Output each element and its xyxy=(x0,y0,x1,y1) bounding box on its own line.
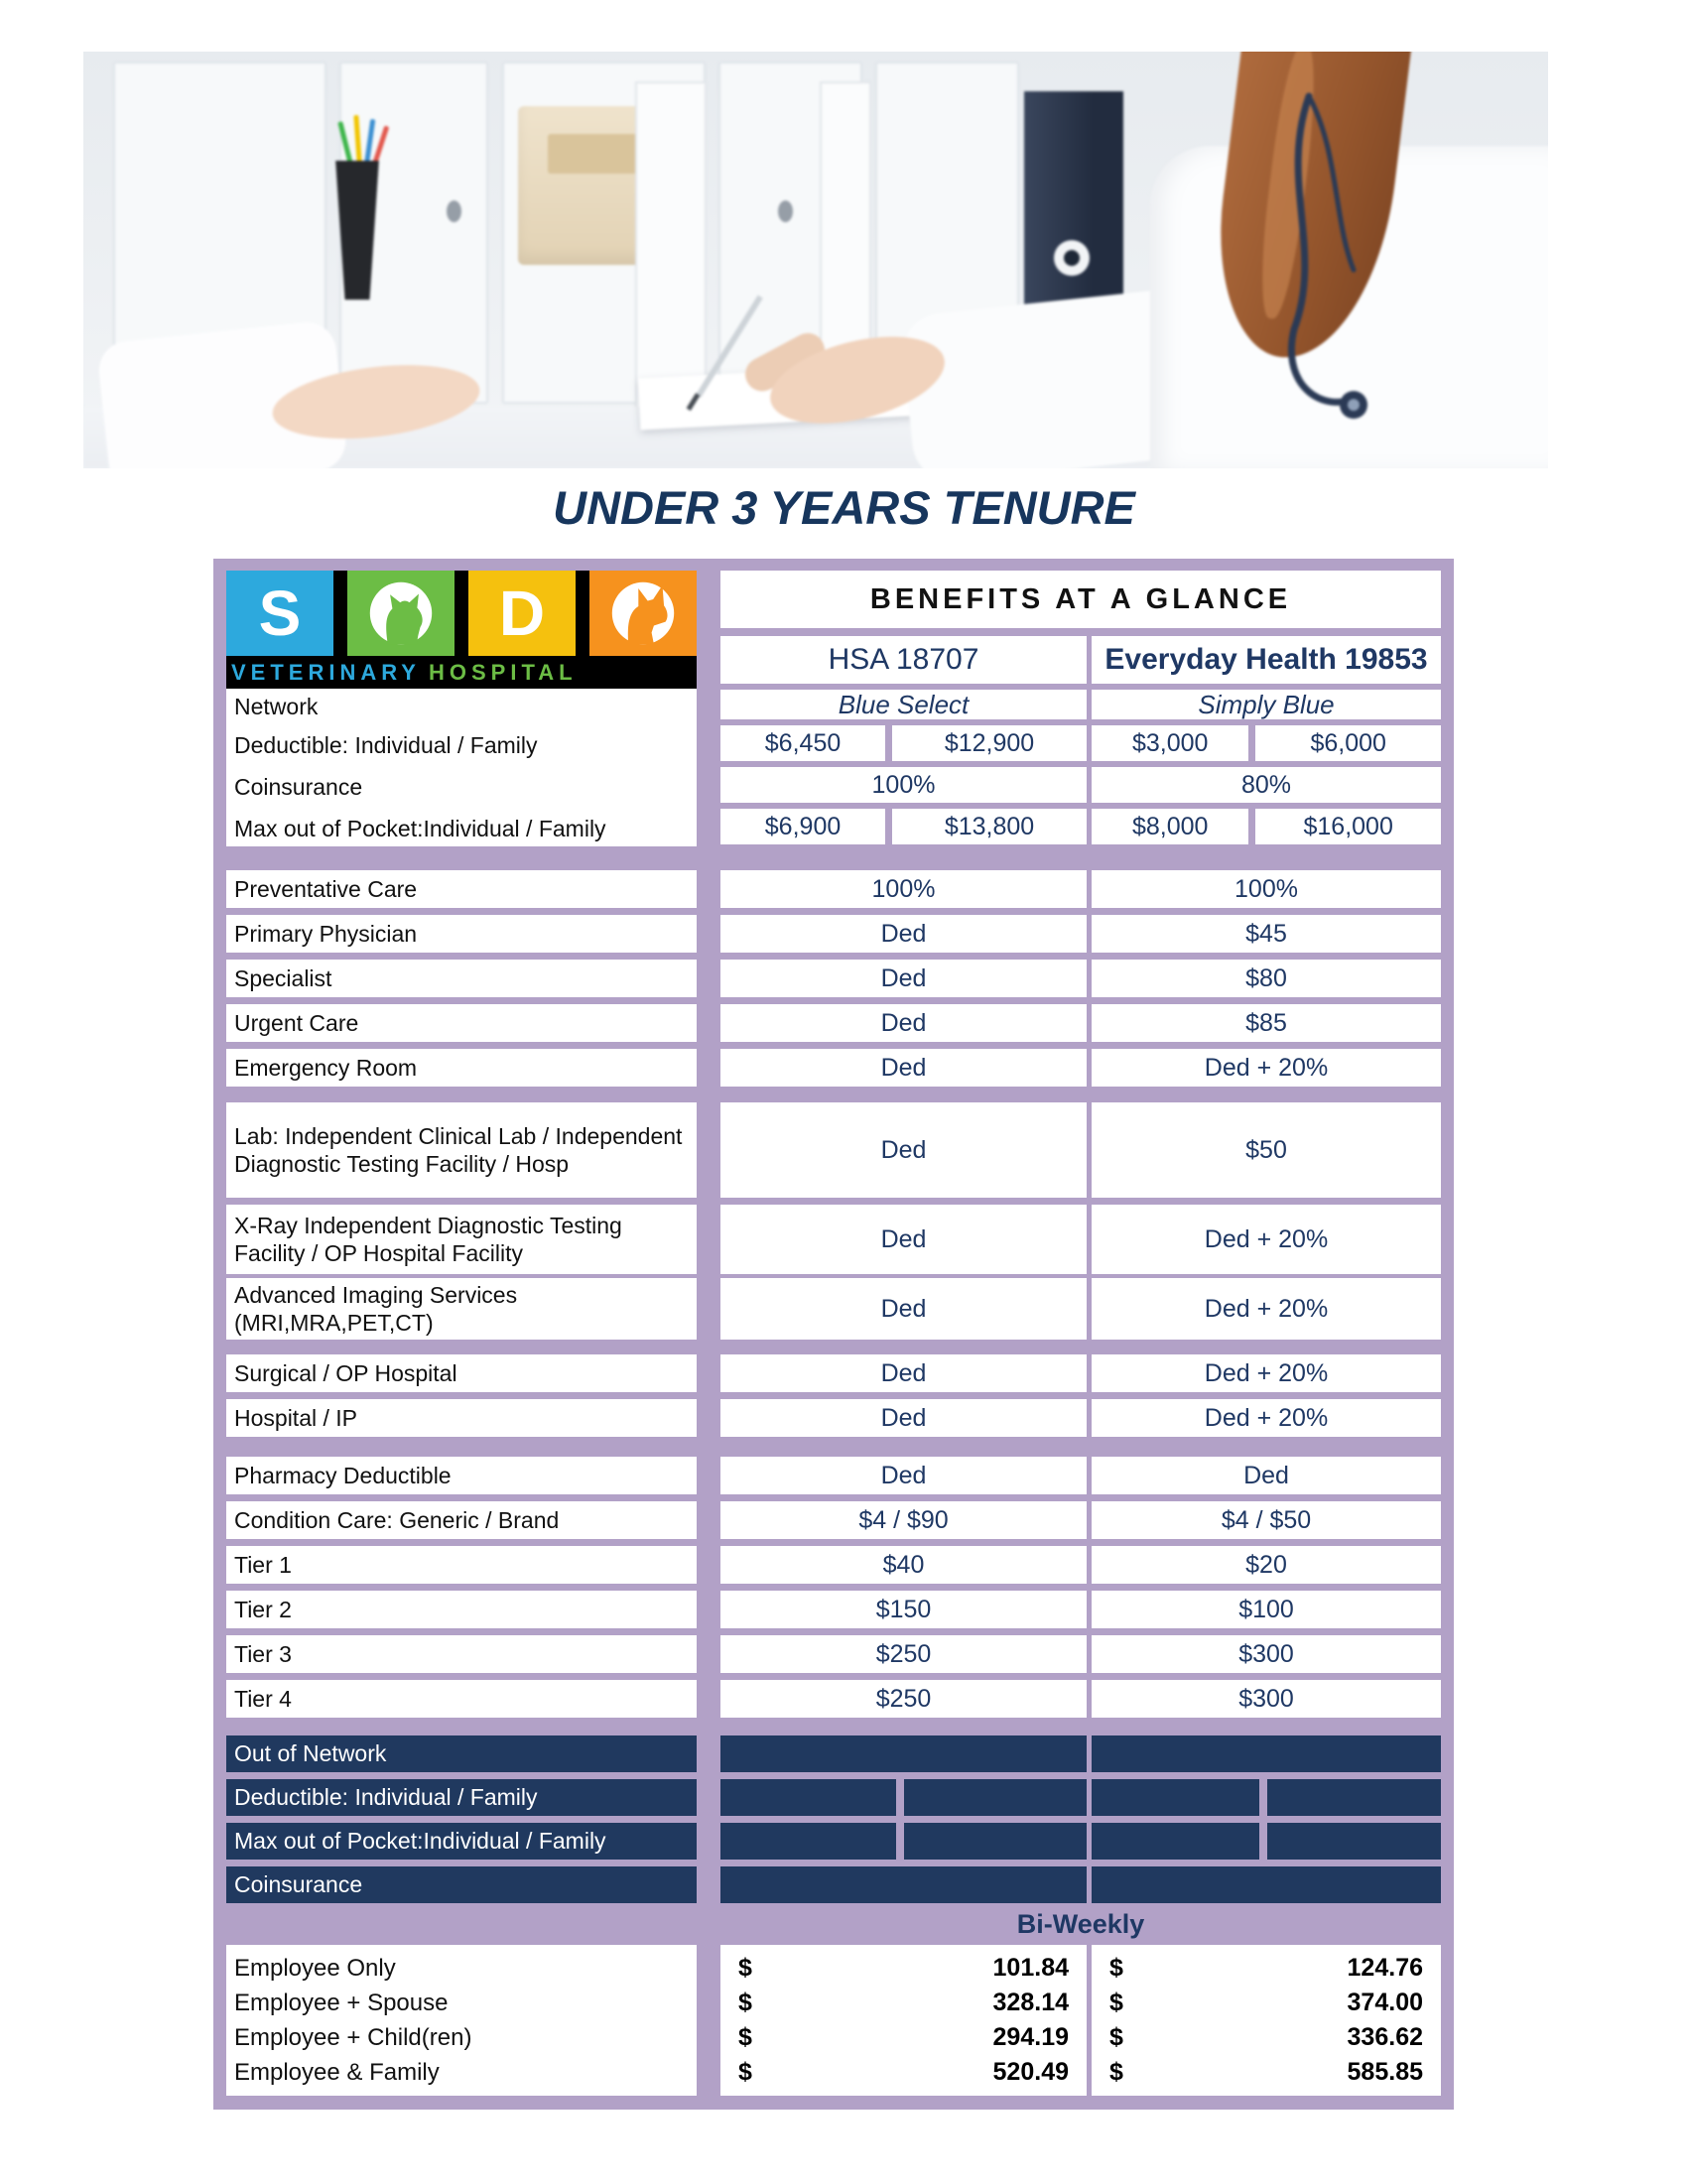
plan2-oon-coinsurance-empty xyxy=(1092,1866,1441,1903)
network-row xyxy=(720,690,1441,719)
table-top-section xyxy=(226,571,1441,846)
row-label-network: Network xyxy=(234,693,319,719)
plan1-oon-empty xyxy=(720,1735,1087,1772)
plan2-network: Simply Blue xyxy=(1092,690,1441,719)
biweekly-band xyxy=(226,1903,1441,1945)
plan1-value: Ded xyxy=(720,1457,1087,1494)
benefit-row-tier1 xyxy=(226,1546,1441,1584)
benefit-label: X-Ray Independent Diagnostic Testing Facility / OP Hospital Facility xyxy=(226,1205,697,1274)
office-photo-banner xyxy=(83,52,1548,468)
premium-amount: 585.85 xyxy=(1347,2058,1423,2086)
benefit-row-tier4 xyxy=(226,1680,1441,1718)
plan2-value: $50 xyxy=(1092,1102,1441,1198)
sodo-logo xyxy=(226,571,697,689)
plan2-max-oop-family: $16,000 xyxy=(1255,809,1441,844)
plan1-oon-coinsurance-empty xyxy=(720,1866,1087,1903)
plan2-max-oop-individual: $8,000 xyxy=(1092,809,1248,844)
benefit-row-condition-care xyxy=(226,1501,1441,1539)
deductible-row xyxy=(720,725,1441,761)
benefit-row-urgent-care xyxy=(226,1004,1441,1042)
benefit-row-preventative xyxy=(226,870,1441,908)
plan2-premium-employee-family xyxy=(1109,2058,1423,2087)
plan2-max-oop xyxy=(1092,809,1441,844)
plan2-value: $300 xyxy=(1092,1680,1441,1718)
plan2-name: Everyday Health 19853 xyxy=(1092,636,1441,684)
benefit-label: Emergency Room xyxy=(226,1049,697,1087)
plan2-value: $80 xyxy=(1092,960,1441,997)
premium-amount: 328.14 xyxy=(992,1989,1069,2016)
plan1-premium-employee-children xyxy=(738,2023,1069,2052)
plan1-premium-employee-family xyxy=(738,2058,1069,2087)
plan1-name: HSA 18707 xyxy=(720,636,1087,684)
plan2-oon-deductible xyxy=(1092,1779,1441,1816)
white-binder xyxy=(635,81,707,409)
benefit-row-advanced-imaging xyxy=(226,1278,1441,1340)
plan1-deductible-individual: $6,450 xyxy=(720,725,885,761)
benefit-row-pharmacy-deductible xyxy=(226,1457,1441,1494)
currency-symbol: $ xyxy=(1109,1989,1123,2016)
premium-amount: 520.49 xyxy=(992,2058,1069,2086)
binder-ring-hole xyxy=(1064,250,1080,266)
benefit-label: Pharmacy Deductible xyxy=(226,1457,697,1494)
oon-deductible-label: Deductible: Individual / Family xyxy=(226,1779,697,1816)
plan1-value: $250 xyxy=(720,1635,1087,1673)
premium-section xyxy=(226,1945,1441,2096)
plan2-deductible-individual: $3,000 xyxy=(1092,725,1248,761)
oon-deductible-row xyxy=(226,1779,1441,1816)
benefit-label: Lab: Independent Clinical Lab / Independent Diagnostic Testing Facility / Hosp xyxy=(226,1102,697,1198)
plan2-premiums xyxy=(1092,1945,1441,2096)
plan1-value: $40 xyxy=(720,1546,1087,1584)
oon-section-row xyxy=(226,1735,1441,1772)
plan1-oon-deductible-family xyxy=(904,1779,1087,1816)
row-label-coinsurance: Coinsurance xyxy=(234,773,363,800)
logo-word-hospital: HOSPITAL xyxy=(428,659,578,685)
currency-symbol: $ xyxy=(738,2058,752,2086)
benefit-row-tier2 xyxy=(226,1591,1441,1628)
plan1-value: Ded xyxy=(720,1049,1087,1087)
table-header: BENEFITS AT A GLANCE xyxy=(720,571,1441,628)
plan2-value: $4 / $50 xyxy=(1092,1501,1441,1539)
plan2-value: Ded + 20% xyxy=(1092,1399,1441,1437)
benefit-row-xray xyxy=(226,1205,1441,1274)
plan1-deductible xyxy=(720,725,1087,761)
oon-coinsurance-label: Coinsurance xyxy=(226,1866,697,1903)
benefit-label: Condition Care: Generic / Brand xyxy=(226,1501,697,1539)
oon-max-oop-label: Max out of Pocket:Individual / Family xyxy=(226,1823,697,1860)
currency-symbol: $ xyxy=(1109,2058,1123,2086)
plan-names-row xyxy=(720,636,1441,684)
plan1-max-oop-family: $13,800 xyxy=(892,809,1087,844)
premium-label-employee-only: Employee Only xyxy=(234,1954,396,1982)
row-label-deductible: Deductible: Individual / Family xyxy=(234,731,538,758)
binder-hole xyxy=(447,200,461,222)
plan1-value: Ded xyxy=(720,1004,1087,1042)
benefit-label: Specialist xyxy=(226,960,697,997)
plan2-value: Ded + 20% xyxy=(1092,1205,1441,1274)
benefit-label: Urgent Care xyxy=(226,1004,697,1042)
plan2-coinsurance: 80% xyxy=(1092,767,1441,803)
benefit-label: Advanced Imaging Services (MRI,MRA,PET,CT) xyxy=(226,1278,697,1340)
plan2-premium-employee-only xyxy=(1109,1954,1423,1983)
plan2-value: Ded + 20% xyxy=(1092,1354,1441,1392)
logo-word-veterinary: VETERINARY xyxy=(231,659,421,685)
coinsurance-row xyxy=(720,767,1441,803)
plan2-value: 100% xyxy=(1092,870,1441,908)
logo-letter-s: S xyxy=(258,578,302,649)
plan2-oon-max-oop xyxy=(1092,1823,1441,1860)
dog-icon xyxy=(604,575,682,652)
plan1-value: $150 xyxy=(720,1591,1087,1628)
benefit-row-hospital-ip xyxy=(226,1399,1441,1437)
benefit-label: Surgical / OP Hospital xyxy=(226,1354,697,1392)
plan1-value: Ded xyxy=(720,1354,1087,1392)
plan2-premium-employee-children xyxy=(1109,2023,1423,2052)
premium-amount: 336.62 xyxy=(1347,2023,1423,2051)
plan2-value: $85 xyxy=(1092,1004,1441,1042)
plan2-deductible-family: $6,000 xyxy=(1255,725,1441,761)
logo-letter-d: D xyxy=(498,578,546,649)
benefit-row-lab xyxy=(226,1102,1441,1198)
row-label-max-oop: Max out of Pocket:Individual / Family xyxy=(234,815,606,841)
plan2-oon-empty xyxy=(1092,1735,1441,1772)
currency-symbol: $ xyxy=(738,1989,752,2016)
premium-label-employee-children: Employee + Child(ren) xyxy=(234,2023,472,2051)
benefit-label: Tier 3 xyxy=(226,1635,697,1673)
plan1-oon-max-oop-individual xyxy=(720,1823,896,1860)
plan1-value: $250 xyxy=(720,1680,1087,1718)
plan2-deductible xyxy=(1092,725,1441,761)
currency-symbol: $ xyxy=(738,2023,752,2051)
label-column-header-cell xyxy=(226,571,697,846)
plan2-value: $20 xyxy=(1092,1546,1441,1584)
logo-tile-s xyxy=(226,571,333,656)
logo-wordmark xyxy=(226,656,697,689)
plan1-oon-deductible-individual xyxy=(720,1779,896,1816)
plan1-value: 100% xyxy=(720,870,1087,908)
plan1-value: Ded xyxy=(720,1399,1087,1437)
benefit-label: Tier 1 xyxy=(226,1546,697,1584)
plan1-deductible-family: $12,900 xyxy=(892,725,1087,761)
plan2-oon-deductible-individual xyxy=(1092,1779,1259,1816)
biweekly-header: Bi-Weekly xyxy=(1016,1908,1145,1939)
plan1-value: $4 / $90 xyxy=(720,1501,1087,1539)
plans-area xyxy=(720,571,1441,846)
benefit-row-emergency-room xyxy=(226,1049,1441,1087)
plan1-oon-deductible xyxy=(720,1779,1087,1816)
cat-icon xyxy=(362,575,440,652)
logo-tiles xyxy=(226,571,697,656)
plan1-max-oop xyxy=(720,809,1087,844)
premium-amount: 101.84 xyxy=(992,1954,1069,1982)
plan1-oon-max-oop xyxy=(720,1823,1087,1860)
benefit-row-primary-physician xyxy=(226,915,1441,953)
plan2-value: $300 xyxy=(1092,1635,1441,1673)
logo-tile-dog xyxy=(589,571,697,656)
benefit-label: Tier 4 xyxy=(226,1680,697,1718)
plan1-value: Ded xyxy=(720,1102,1087,1198)
premium-amount: 124.76 xyxy=(1347,1954,1423,1982)
benefit-row-tier3 xyxy=(226,1635,1441,1673)
plan2-value: Ded + 20% xyxy=(1092,1278,1441,1340)
banner-scene xyxy=(83,52,1548,468)
binder-hole xyxy=(778,200,793,222)
benefit-label: Primary Physician xyxy=(226,915,697,953)
plan2-oon-max-oop-family xyxy=(1267,1823,1441,1860)
benefit-label: Tier 2 xyxy=(226,1591,697,1628)
plan1-max-oop-individual: $6,900 xyxy=(720,809,885,844)
currency-symbol: $ xyxy=(1109,1954,1123,1982)
max-oop-row xyxy=(720,809,1441,844)
benefit-label: Hospital / IP xyxy=(226,1399,697,1437)
oon-section-label: Out of Network xyxy=(226,1735,697,1772)
plan1-premium-employee-spouse xyxy=(738,1989,1069,2017)
plan2-value: $45 xyxy=(1092,915,1441,953)
stethoscope-icon xyxy=(1254,91,1473,449)
plan1-premiums xyxy=(720,1945,1087,2096)
plan1-premium-employee-only xyxy=(738,1954,1069,1983)
plan2-value: $100 xyxy=(1092,1591,1441,1628)
plan2-premium-employee-spouse xyxy=(1109,1989,1423,2017)
premium-label-employee-family: Employee & Family xyxy=(234,2058,440,2086)
plan2-oon-deductible-family xyxy=(1267,1779,1441,1816)
benefit-row-surgical xyxy=(226,1354,1441,1392)
logo-tile-cat xyxy=(347,571,454,656)
plan1-value: Ded xyxy=(720,1205,1087,1274)
plan1-value: Ded xyxy=(720,915,1087,953)
plan2-oon-max-oop-individual xyxy=(1092,1823,1259,1860)
premium-label-employee-spouse: Employee + Spouse xyxy=(234,1989,449,2016)
plan1-value: Ded xyxy=(720,960,1087,997)
plan1-oon-max-oop-family xyxy=(904,1823,1087,1860)
benefits-table xyxy=(213,559,1454,2110)
logo-tile-d xyxy=(468,571,576,656)
plan1-coinsurance: 100% xyxy=(720,767,1087,803)
premium-labels xyxy=(226,1945,697,2096)
currency-symbol: $ xyxy=(738,1954,752,1982)
premium-amount: 294.19 xyxy=(992,2023,1069,2051)
plan2-value: Ded xyxy=(1092,1457,1441,1494)
benefit-row-specialist xyxy=(226,960,1441,997)
plan1-value: Ded xyxy=(720,1278,1087,1340)
oon-coinsurance-row xyxy=(226,1866,1441,1903)
plan2-value: Ded + 20% xyxy=(1092,1049,1441,1087)
benefit-label: Preventative Care xyxy=(226,870,697,908)
oon-max-oop-row xyxy=(226,1823,1441,1860)
premium-amount: 374.00 xyxy=(1347,1989,1423,2016)
page-title: UNDER 3 YEARS TENURE xyxy=(553,481,1135,534)
plan1-network: Blue Select xyxy=(720,690,1087,719)
currency-symbol: $ xyxy=(1109,2023,1123,2051)
